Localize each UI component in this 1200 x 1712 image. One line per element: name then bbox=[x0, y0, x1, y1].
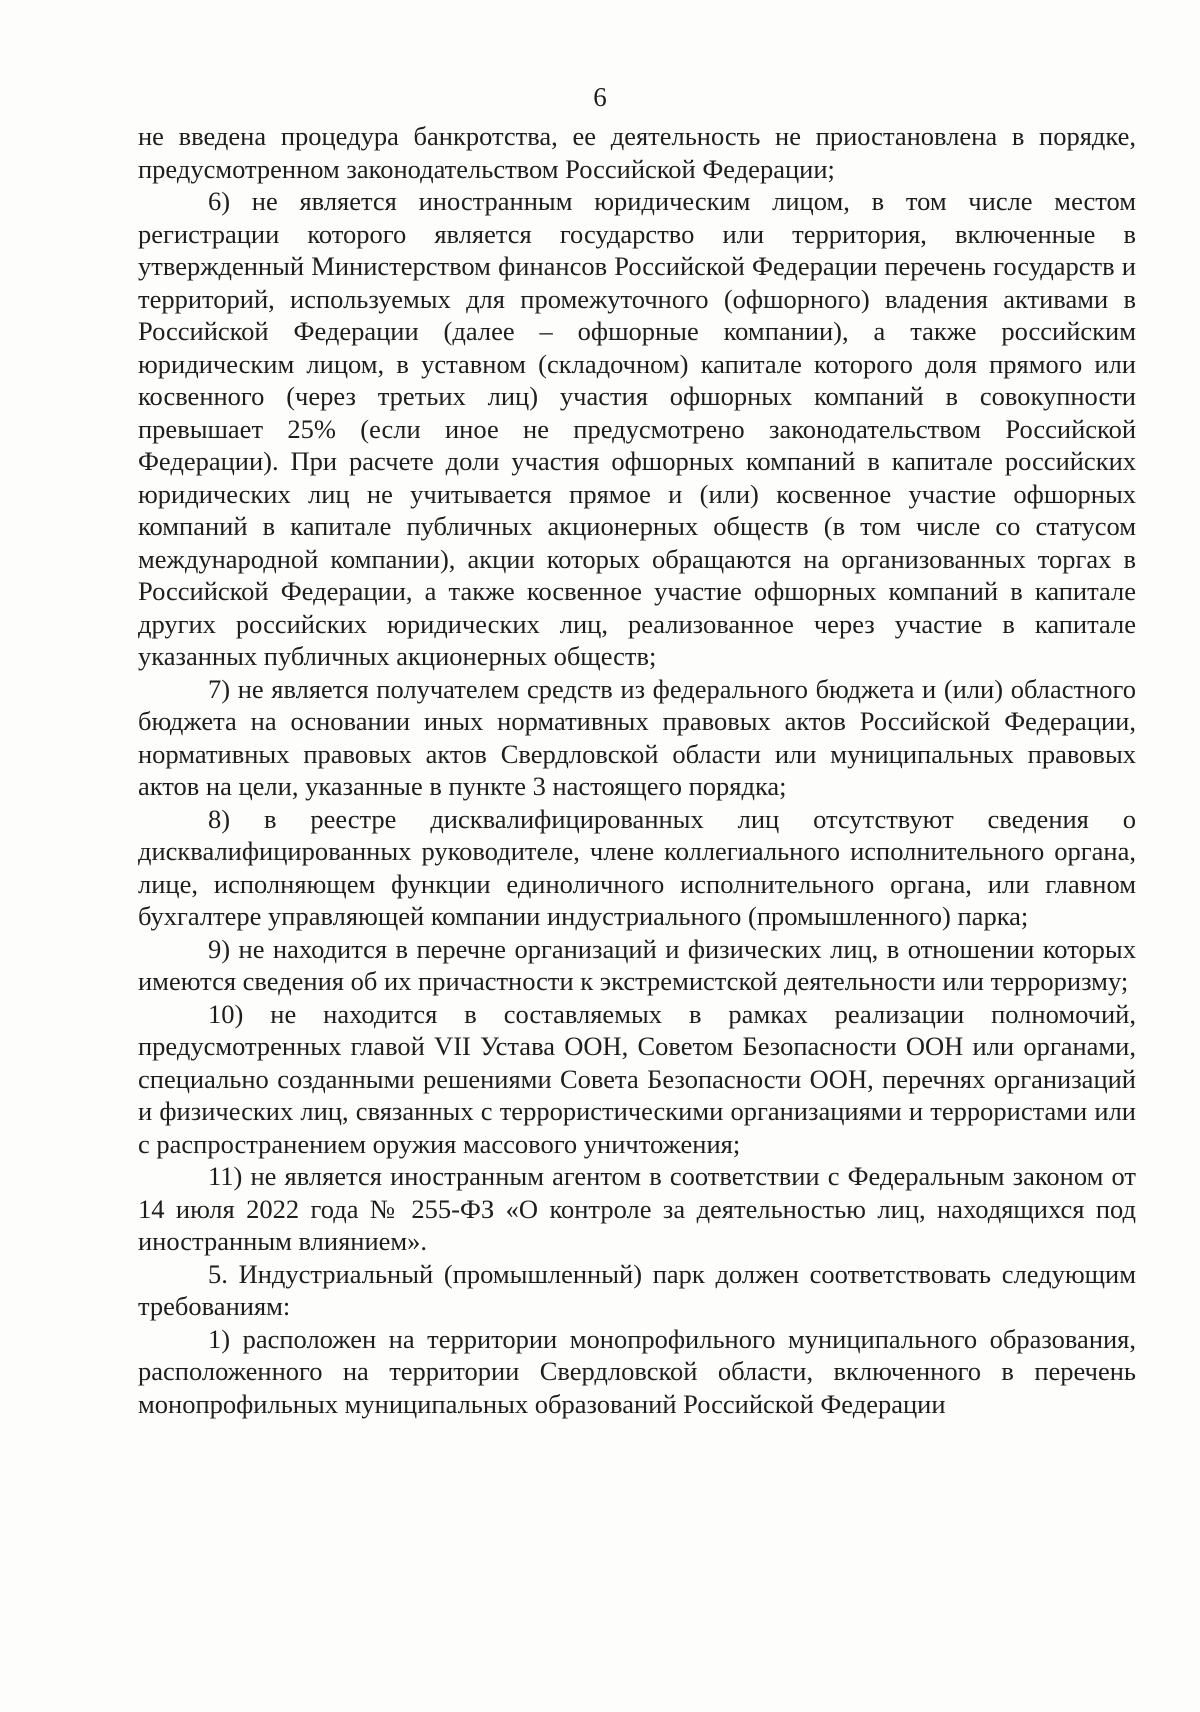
paragraph-item-11: 11) не является иностранным агентом в соответствии с Федеральным законом от 14 июля 2022 года № 255-ФЗ «О контроле за деятельностью лиц, находящихся под иностранным влиянием». bbox=[138, 1161, 1136, 1256]
paragraph-item-9: 9) не находится в перечне организаций и физических лиц, в отношении которых имеются сведения об их причастности к экстремистской деятельности или терроризму; bbox=[138, 933, 1136, 996]
paragraph-point-5: 5. Индустриальный (промышленный) парк должен соответствовать следующим требованиям: bbox=[138, 1258, 1136, 1321]
paragraph-continuation: не введена процедура банкротства, ее деятельность не приостановлена в порядке, предусмотренном законодательством Российской Федерации; bbox=[138, 121, 1136, 184]
paragraph-item-7: 7) не является получателем средств из федерального бюджета и (или) областного бюджета на основании иных нормативных правовых актов Российской Федерации, нормативных правовых актов Свердловской области или муниципальных правовых актов на цели, указанные в пункте 3 настоящего порядка; bbox=[138, 673, 1136, 801]
paragraph-requirement-1: 1) расположен на территории монопрофильного муниципального образования, расположенного на территории Свердловской области, включенного в перечень монопрофильных муниципальных образований Российской Федерации bbox=[138, 1323, 1136, 1419]
document-body bbox=[138, 120, 1136, 1420]
page-number: 6 bbox=[593, 82, 607, 112]
paragraph-item-10: 10) не находится в составляемых в рамках реализации полномочий, предусмотренных главой VII Устава ООН, Советом Безопасности ООН или органами, специально созданными решениями Совета Безопасности ООН, перечнях организаций и физических лиц, связанных с террористическими организациями и террористами или с распространением оружия массового уничтожения; bbox=[138, 998, 1136, 1159]
paragraph-item-6: 6) не является иностранным юридическим лицом, в том числе местом регистрации которого является государство или территория, включенные в утвержденный Министерством финансов Российской Федерации перечень государств и территорий, используемых для промежуточного (офшорного) владения активами в Российской Федерации (далее – офшорные компании), а также российским юридическим лицом, в уставном (складочном) капитале которого доля прямого или косвенного (через третьих лиц) участия офшорных компаний в совокупности превышает 25% (если иное не предусмотрено законодательством Российской Федерации). При расчете доли участия офшорных компаний в капитале российских юридических лиц не учитывается прямое и (или) косвенное участие офшорных компаний в капитале публичных акционерных обществ (в том числе со статусом международной компании), акции которых обращаются на организованных торгах в Российской Федерации, а также косвенное участие офшорных компаний в капитале других российских юридических лиц, реализованное через участие в капитале указанных публичных акционерных обществ; bbox=[138, 186, 1136, 671]
paragraph-item-8: 8) в реестре дисквалифицированных лиц отсутствуют сведения о дисквалифицированных руководителе, члене коллегиального исполнительного органа, лице, исполняющем функции единоличного исполнительного органа, или главном бухгалтере управляющей компании индустриального (промышленного) парка; bbox=[138, 803, 1136, 931]
